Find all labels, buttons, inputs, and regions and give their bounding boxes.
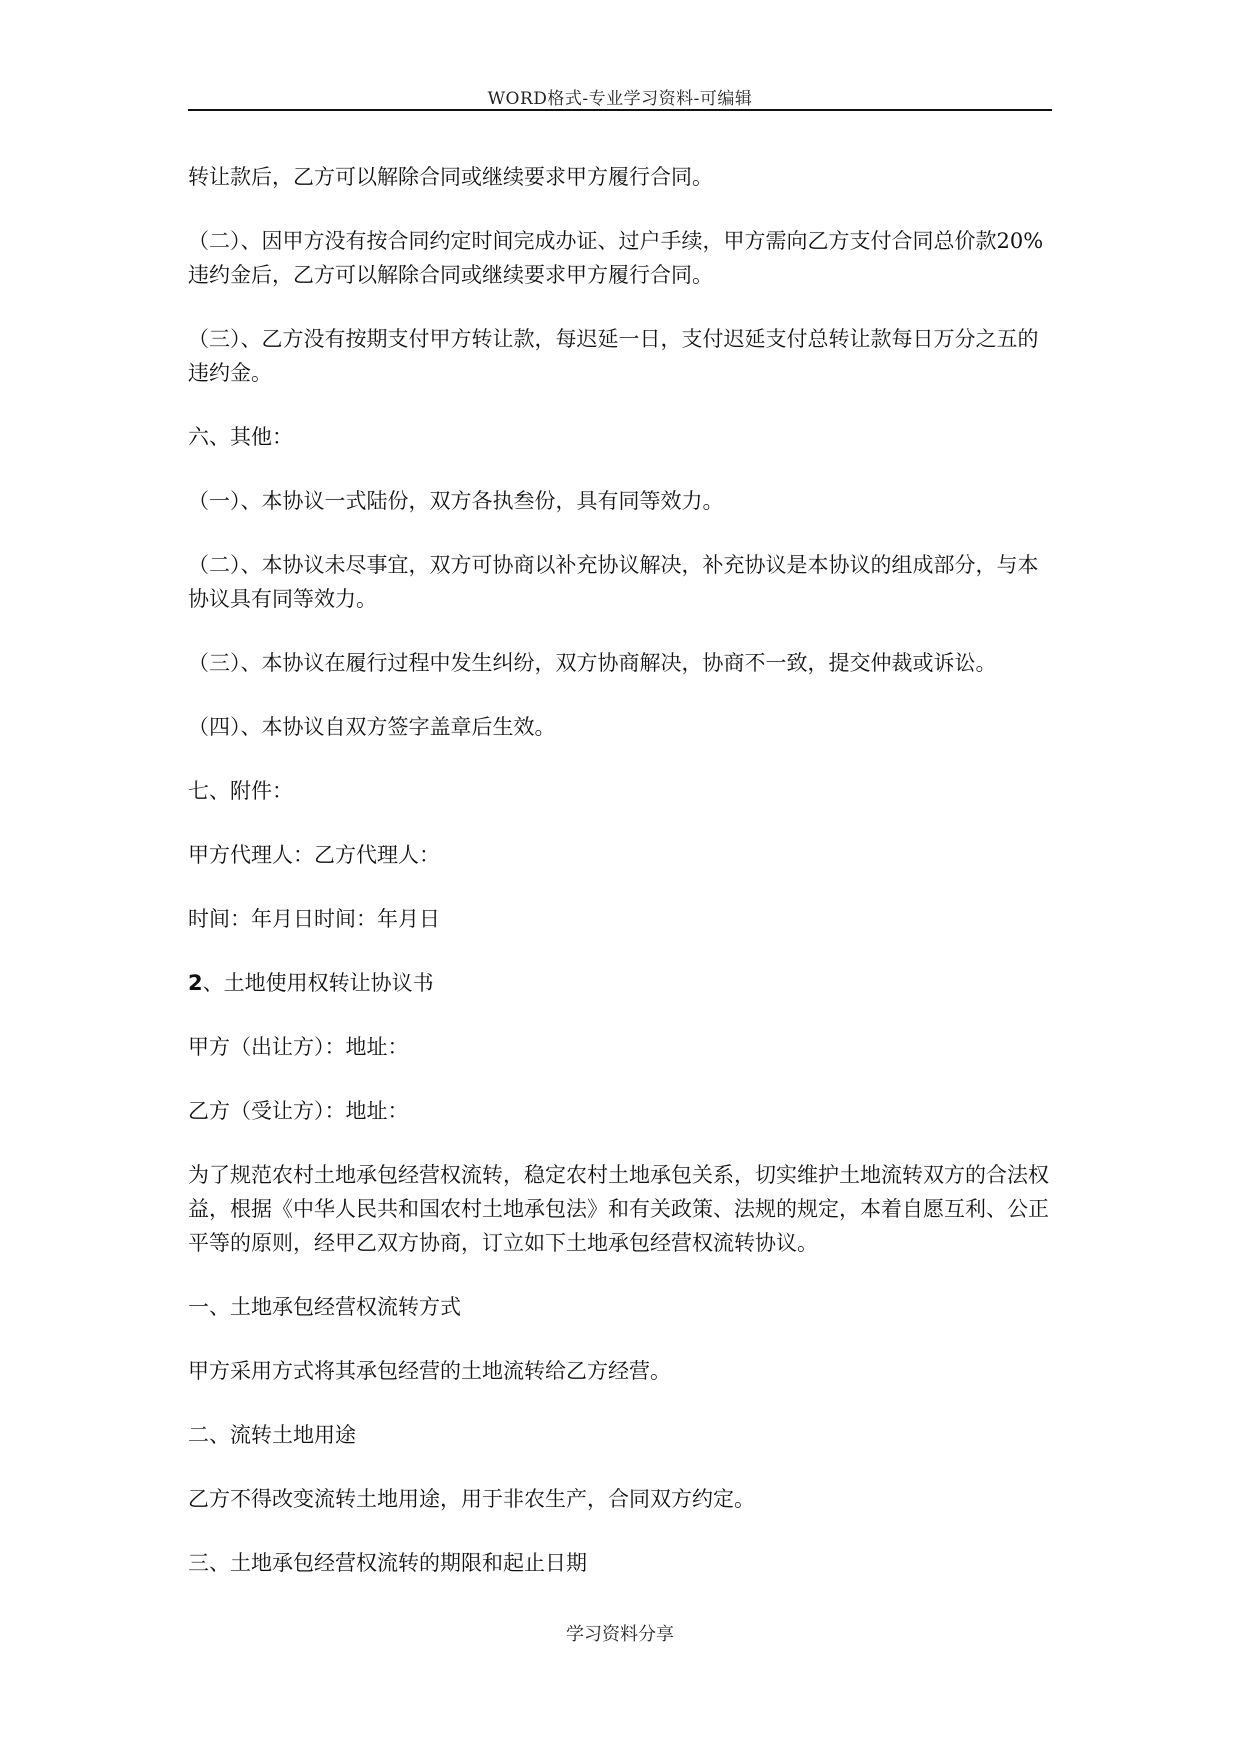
page-footer: 学习资料分享 — [566, 1624, 674, 1645]
page-header: WORD格式-专业学习资料-可编辑 — [487, 89, 753, 109]
paragraph: 甲方采用方式将其承包经营的土地流转给乙方经营。 — [188, 1359, 671, 1383]
paragraph: 转让款后，乙方可以解除合同或继续要求甲方履行合同。 — [188, 165, 713, 189]
paragraph: （一）、本协议一式陆份，双方各执叁份，具有同等效力。 — [188, 489, 724, 513]
paragraph: （二）、因甲方没有按合同约定时间完成办证、过户手续，甲方需向乙方支付合同总价款20%违约金后，乙方可以解除合同或继续要求甲方履行合同。 — [188, 229, 1044, 287]
paragraph: （二）、本协议未尽事宜，双方可协商以补充协议解决，补充协议是本协议的组成部分，与本协议具有同等效力。 — [188, 553, 1039, 611]
section-heading: 一、土地承包经营权流转方式 — [188, 1295, 461, 1319]
paragraph: （四）、本协议自双方签字盖章后生效。 — [188, 715, 556, 739]
paragraph: （三）、本协议在履行过程中发生纠纷，双方协商解决，协商不一致，提交仲裁或诉讼。 — [188, 651, 997, 675]
date-line: 时间：年月日时间：年月日 — [188, 907, 440, 931]
section-heading: 七、附件： — [188, 779, 293, 803]
section-title: 、土地使用权转让协议书 — [202, 971, 434, 995]
document-title — [188, 966, 1058, 1000]
section-heading: 三、土地承包经营权流转的期限和起止日期 — [188, 1551, 587, 1575]
paragraph: （三）、乙方没有按期支付甲方转让款，每迟延一日，支付迟延支付总转让款每日万分之五的违约金。 — [188, 327, 1039, 385]
preamble-paragraph: 为了规范农村土地承包经营权流转，稳定农村土地承包关系，切实维护土地流转双方的合法权益，根据《中华人民共和国农村土地承包法》和有关政策、法规的规定，本着自愿互利、公正平等的原则，经甲乙双方协商，订立如下土地承包经营权流转协议。 — [188, 1163, 1049, 1255]
signature-line: 甲方代理人：乙方代理人： — [188, 843, 440, 867]
party-line: 甲方（出让方）：地址： — [188, 1035, 409, 1059]
section-number: 2 — [188, 971, 203, 995]
party-line: 乙方（受让方）：地址： — [188, 1099, 409, 1123]
section-heading: 六、其他： — [188, 425, 293, 449]
section-heading: 二、流转土地用途 — [188, 1423, 356, 1447]
document-body — [188, 160, 1058, 1610]
paragraph: 乙方不得改变流转土地用途，用于非农生产，合同双方约定。 — [188, 1487, 755, 1511]
header-rule — [188, 109, 1052, 111]
